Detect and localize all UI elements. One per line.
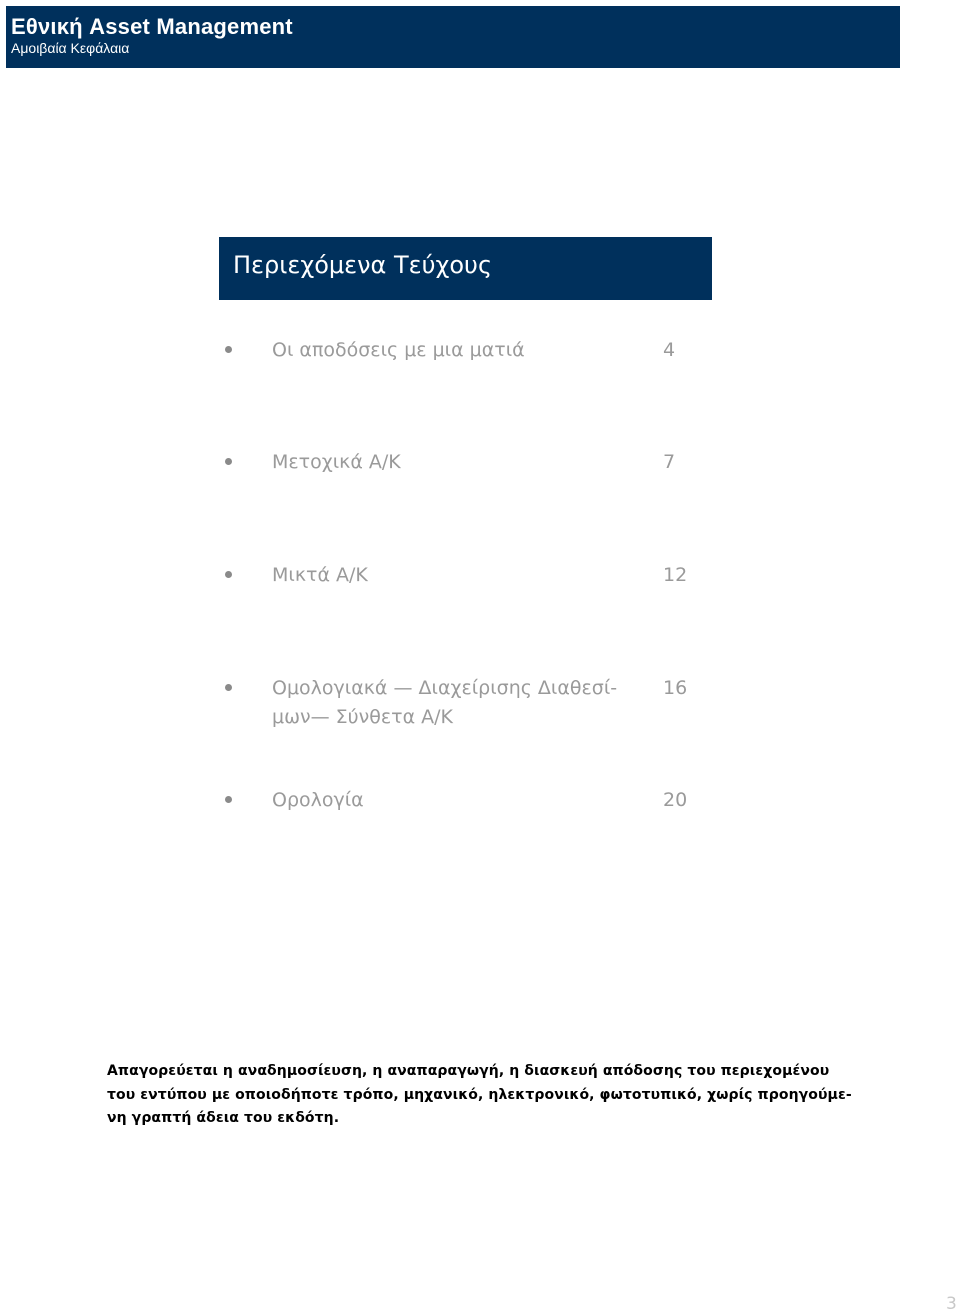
toc-item-label[interactable] [272, 674, 642, 732]
toc-item-label[interactable]: Οι αποδόσεις με μια ματιά [272, 339, 525, 361]
bullet-icon [225, 571, 232, 578]
toc-item-label[interactable]: Ορολογία [272, 789, 364, 811]
bullet-icon [225, 346, 232, 353]
bullet-icon [225, 684, 232, 691]
toc-item-page: 4 [663, 339, 676, 361]
toc-item-page: 16 [663, 677, 688, 699]
toc-title: Περιεχόμενα Τεύχους [233, 251, 493, 279]
toc-item-label[interactable]: Μικτά Α/Κ [272, 564, 368, 586]
toc-item-page: 20 [663, 789, 688, 811]
toc-item-label-line: μων— Σύνθετα Α/Κ [272, 706, 454, 728]
toc-item-page: 7 [663, 451, 676, 473]
copyright-notice [107, 1060, 867, 1131]
toc-item-label-line: Ομολογιακά — Διαχείρισης Διαθεσί- [272, 677, 618, 699]
toc-item-page: 12 [663, 564, 688, 586]
page-number: 3 [946, 1294, 957, 1314]
notice-line: νη γραπτή άδεια του εκδότη. [107, 1110, 340, 1126]
toc-title-banner [219, 237, 712, 300]
header-subtitle: Αμοιβαία Κεφάλαια [11, 40, 130, 56]
bullet-icon [225, 458, 232, 465]
toc-item-label[interactable]: Μετοχικά Α/Κ [272, 451, 401, 473]
header-banner [6, 6, 900, 68]
bullet-icon [225, 796, 232, 803]
notice-line: Απαγορεύεται η αναδημοσίευση, η αναπαραγωγή, η διασκευή απόδοσης του περιεχομένου [107, 1063, 830, 1079]
notice-line: του εντύπου με οποιοδήποτε τρόπο, μηχανικό, ηλεκτρονικό, φωτοτυπικό, χωρίς προηγούμε- [107, 1086, 852, 1103]
brand-name: Εθνική Asset Management [11, 14, 293, 39]
